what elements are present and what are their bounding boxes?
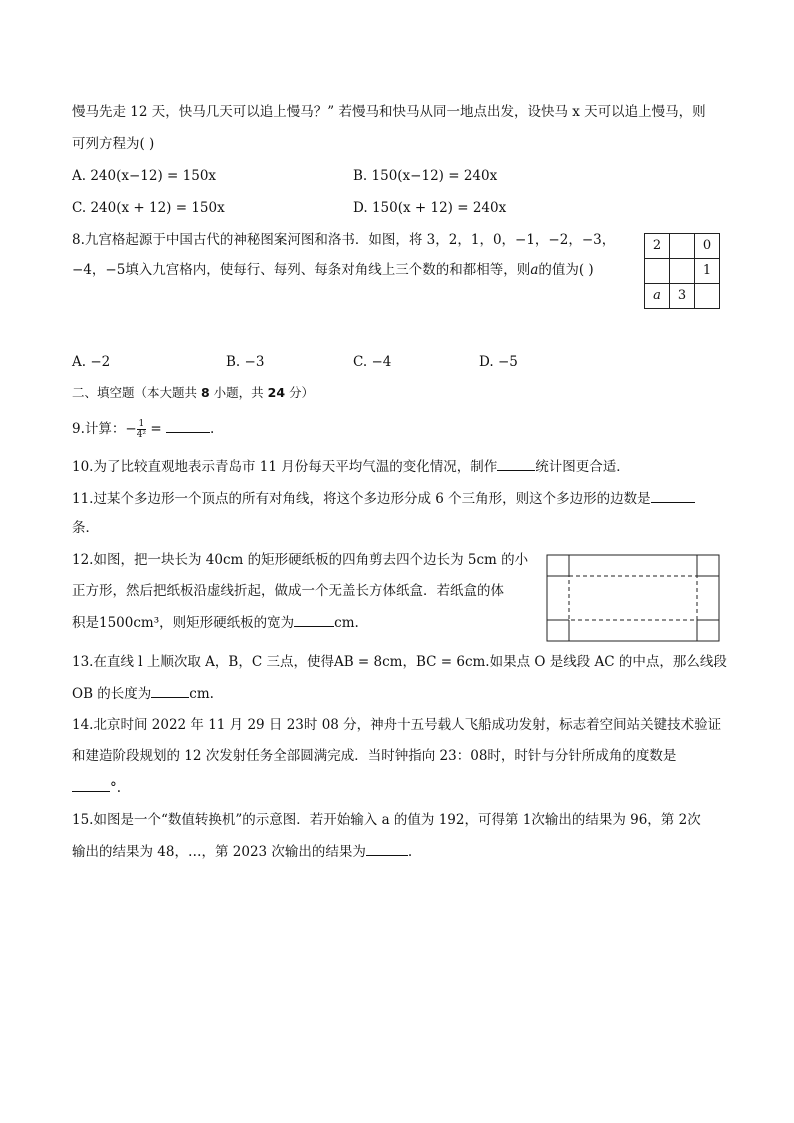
grid-cell — [670, 259, 695, 284]
q12-line1: 12.如图，把一块长为 40cm 的矩形硬纸板的四角剪去四个边长为 5cm 的小 — [72, 552, 529, 568]
q13-line2-pre: OB 的长度为 — [72, 686, 152, 702]
q9-post: = — [146, 421, 166, 437]
option-label: B. — [226, 354, 241, 370]
cardboard-diagram — [546, 554, 722, 644]
q15-line2 — [72, 841, 412, 862]
q10-line — [72, 456, 630, 477]
q8-option-d[interactable] — [479, 352, 518, 372]
answer-blank[interactable] — [497, 456, 535, 471]
q8-line2-pre: −4，−5填入九宫格内，使每行、每列、每条对角线上三个数的和都相等，则 — [72, 262, 531, 278]
grid-cell: 3 — [670, 284, 695, 309]
option-text: 240(x−12) = 150x — [90, 168, 217, 184]
q15-line2-post: . — [407, 844, 413, 860]
answer-blank[interactable] — [166, 418, 210, 433]
q8-line1: 8.九宫格起源于中国古代的神秘图案河图和洛书．如图，将 3，2，1，0，−1，−2，−3， — [72, 232, 616, 248]
q11-text: 11.过某个多边形一个顶点的所有对角线，将这个多边形分成 6 个三角形，则这个多边形的边数是 — [72, 491, 651, 507]
option-text: −3 — [244, 354, 265, 370]
section-title-post: 分） — [285, 385, 315, 400]
q8-option-a[interactable] — [72, 352, 110, 372]
q7-option-b[interactable] — [353, 166, 497, 186]
option-label: A. — [72, 354, 87, 370]
q15-line1: 15.如图是一个“数值转换机”的示意图．若开始输入 a 的值为 192，可得第 1次输出的结果为 96，第 2次 — [72, 812, 701, 828]
q8-line2-post: 的值为( ) — [538, 262, 594, 278]
q9-line: 9.计算：− $\frac{1}{\text{4²}}$ = . — [72, 419, 215, 440]
fraction — [137, 419, 146, 440]
grid-cell — [695, 284, 720, 309]
option-label: A. — [72, 168, 87, 184]
grid-cell: a — [645, 284, 670, 309]
q12-line3 — [72, 612, 359, 633]
q14-line1: 14.北京时间 2022 年 11 月 29 日 23时 08 分，神舟十五号载人飞船成功发射，标志着空间站关键技术验证 — [72, 717, 722, 733]
option-label: D. — [353, 200, 368, 216]
section-title-mid: 小题，共 — [209, 385, 268, 400]
fraction-denominator: 4² — [136, 430, 147, 440]
option-label: C. — [353, 354, 368, 370]
q7-line1: 慢马先走 12 天，快马几天可以追上慢马？” 若慢马和快马从同一地点出发，设快马 x 天可以追上慢马，则 — [72, 104, 706, 120]
q15-line2-pre: 输出的结果为 48，…，第 2023 次输出的结果为 — [72, 844, 366, 860]
q9-pre: 9.计算：− — [72, 421, 137, 437]
nine-square-grid — [644, 233, 720, 309]
q13-line1: 13.在直线 l 上顺次取 A，B，C 三点，使得AB = 8cm，BC = 6cm.如果点 O 是线段 AC 的中点，那么线段 — [72, 654, 727, 670]
q7-option-a[interactable] — [72, 166, 216, 186]
grid-cell: 1 — [695, 259, 720, 284]
option-label: B. — [353, 168, 368, 184]
q7-line2: 可列方程为( ) — [72, 136, 155, 152]
option-text: 240(x + 12) = 150x — [90, 200, 225, 216]
option-text: −5 — [497, 354, 518, 370]
section-score: 24 — [267, 385, 286, 400]
section-title-pre: 二、填空题（本大题共 — [72, 385, 201, 400]
q12-line2: 正方形，然后把纸板沿虚线折起，做成一个无盖长方体纸盒．若纸盒的体 — [72, 583, 504, 599]
option-text: 150(x−12) = 240x — [371, 168, 498, 184]
q13-line2 — [72, 683, 214, 704]
answer-blank[interactable] — [294, 612, 334, 627]
grid-cell — [670, 234, 695, 259]
section-count: 8 — [200, 385, 210, 400]
answer-blank[interactable] — [366, 841, 408, 856]
q14-line3 — [72, 777, 121, 798]
q8-option-b[interactable] — [226, 352, 264, 372]
q10-post: 统计图更合适． — [535, 459, 630, 475]
grid-cell — [645, 259, 670, 284]
q13-line2-post: cm. — [189, 686, 214, 702]
option-text: −4 — [371, 354, 392, 370]
q8-variable: a — [530, 262, 539, 278]
grid-cell: 2 — [645, 234, 670, 259]
q14-line2: 和建造阶段规划的 12 次发射任务全部圆满完成．当时钟指向 23：08时，时针与分针所成角的度数是 — [72, 748, 677, 764]
answer-blank[interactable] — [151, 683, 189, 698]
q10-pre: 10.为了比较直观地表示青岛市 11 月份每天平均气温的变化情况，制作 — [72, 459, 498, 475]
q7-option-c[interactable] — [72, 198, 225, 218]
answer-blank[interactable] — [72, 777, 110, 792]
q8-line2 — [72, 260, 594, 280]
section-heading — [72, 383, 314, 403]
q8-option-c[interactable] — [353, 352, 391, 372]
fraction-numerator: 1 — [138, 419, 145, 429]
option-label: D. — [479, 354, 494, 370]
q12-line3-pre: 积是1500cm³，则矩形硬纸板的宽为 — [72, 615, 295, 631]
q11-line1 — [72, 488, 695, 509]
q12-line3-post: cm. — [334, 615, 359, 631]
option-text: 150(x + 12) = 240x — [371, 200, 507, 216]
q7-option-d[interactable] — [353, 198, 506, 218]
q14-line3-post: °. — [110, 780, 122, 796]
grid-cell: 0 — [695, 234, 720, 259]
answer-blank[interactable] — [651, 488, 695, 503]
q11-line2: 条． — [72, 520, 99, 536]
option-label: C. — [72, 200, 87, 216]
option-text: −2 — [90, 354, 111, 370]
